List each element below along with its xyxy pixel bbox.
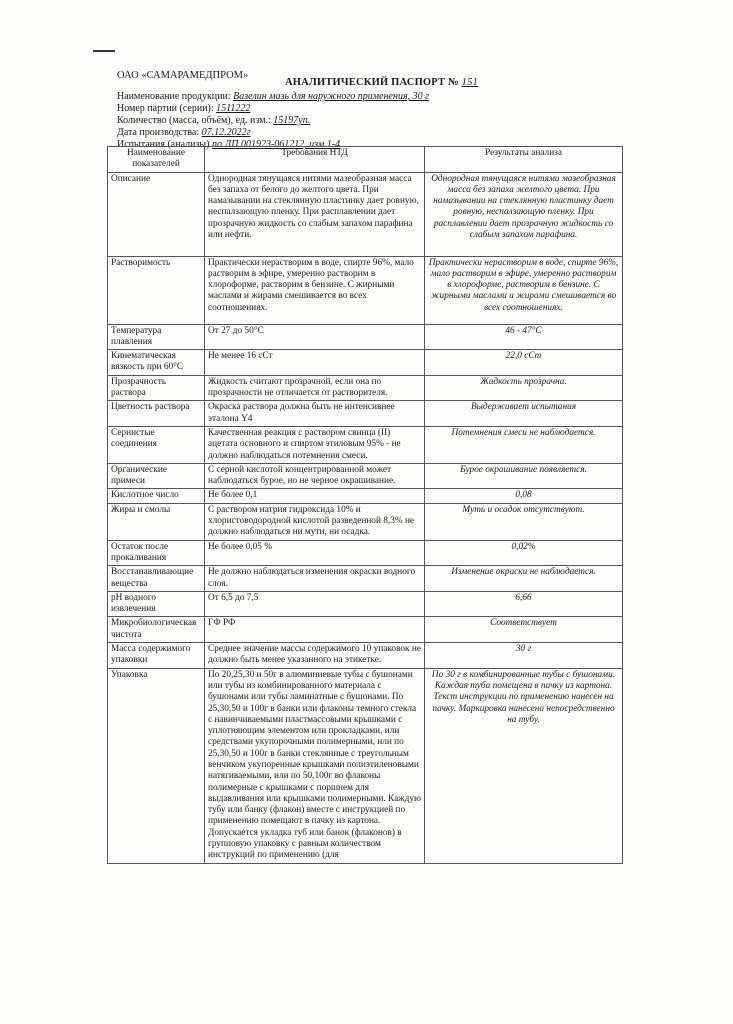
document-title — [285, 77, 478, 88]
table-header-row — [108, 147, 623, 173]
meta-label: Наименование продукции: — [117, 91, 231, 102]
row-result: Потемнения смеси не наблюдается. — [425, 426, 623, 463]
row-requirement: Не более 0,05 % — [205, 540, 425, 566]
row-requirement: От 6,5 до 7,5 — [205, 591, 425, 617]
row-parameter: Растворимость — [108, 256, 205, 324]
row-requirement: Не более 0,1 — [205, 489, 425, 503]
row-result: Жидкость прозрачна. — [425, 375, 623, 401]
row-requirement: Не должно наблюдаться изменения окраски водного слоя. — [205, 566, 425, 592]
row-parameter: Упаковка — [108, 668, 205, 863]
row-parameter: Остаток после прокаливания — [108, 540, 205, 566]
table-row — [108, 401, 623, 427]
row-result: 0,08 — [425, 489, 623, 503]
row-result: 30 г — [425, 643, 623, 669]
table-row — [108, 463, 623, 489]
row-parameter: Восстанавливающие вещества — [108, 566, 205, 592]
row-parameter: Органические примеси — [108, 463, 205, 489]
meta-label: Номер партии (серии): — [117, 103, 214, 114]
title-number: 151 — [461, 77, 479, 88]
meta-batch — [117, 103, 250, 115]
header-results: Результаты анализа — [425, 147, 623, 173]
row-result: 0,02% — [425, 540, 623, 566]
row-requirement: От 27 до 50°С — [205, 324, 425, 350]
meta-label: Количество (масса, объём), ед. изм.: — [117, 115, 271, 126]
row-requirement: С серной кислотой концентрированной может наблюдаться бурое, но не черное окрашивание. — [205, 463, 425, 489]
table-row — [108, 489, 623, 503]
title-prefix: АНАЛИТИЧЕСКИЙ ПАСПОРТ № — [285, 77, 459, 88]
meta-value: по ЛП 001923-061212, изм.1-4 — [211, 139, 341, 150]
table-row — [108, 643, 623, 669]
meta-value: 15197уп. — [273, 115, 311, 126]
row-requirement: Не менее 16 сСт — [205, 350, 425, 376]
row-requirement: Жидкость считают прозрачной, если она по прозрачности не отличается от растворителя. — [205, 375, 425, 401]
row-requirement: ГФ РФ — [205, 617, 425, 643]
meta-value: 07.12.2022г — [201, 127, 251, 138]
meta-label: Дата производства: — [117, 127, 200, 138]
row-parameter: Масса содержимого упаковки — [108, 643, 205, 669]
row-result: Бурое окрашивание появляется. — [425, 463, 623, 489]
row-parameter: Цветность раствора — [108, 401, 205, 427]
row-parameter: Прозрачность раствора — [108, 375, 205, 401]
row-result: 6,66 — [425, 591, 623, 617]
row-result: 46 - 47°С — [425, 324, 623, 350]
table-row — [108, 668, 623, 863]
row-parameter: Сернистые соединения — [108, 426, 205, 463]
table-row — [108, 617, 623, 643]
meta-value: 1511222 — [216, 103, 251, 114]
row-parameter: Микробиологическая чистота — [108, 617, 205, 643]
analysis-table — [107, 146, 623, 864]
table-row — [108, 591, 623, 617]
row-requirement: С раствором натрия гидроксида 10% и хлористоводородной кислотой разведенной 8,3% не должно наблюдаться ни мути, ни осадка. — [205, 503, 425, 540]
table-row — [108, 172, 623, 256]
row-parameter: Кислотное число — [108, 489, 205, 503]
row-parameter: Описание — [108, 172, 205, 256]
table-row — [108, 350, 623, 376]
table-row — [108, 256, 623, 324]
meta-label: Испытания (анализы) — [117, 139, 210, 150]
pen-mark — [93, 50, 115, 52]
row-result: Однородная тянущаяся нитями мазеобразная масса без запаха желтого цвета. При намазывании на стеклянную пластинку дает ровную, неспалзающую пленку. При расплавлении дает прозрачную жидкость со слабым запахом парафина. — [425, 172, 623, 256]
meta-quantity — [117, 115, 310, 127]
header-parameter: Наименование показателей — [108, 147, 205, 173]
table-row — [108, 566, 623, 592]
row-requirement: Однородная тянущаяся нитями мазеобразная масса без запаха от белого до желтого цвета. При намазывании на стеклянную пластинку дает ровную, неспалзающую пленку. При расплавлении дает прозрачную жидкость со слабым запахом парафина или нефти. — [205, 172, 425, 256]
row-requirement: Практически нерастворим в воде, спирте 96%, мало растворим в эфире, умеренно растворим в хлороформе, растворим в бензине. С жирными маслами и жирами смешивается во всех соотношениях. — [205, 256, 425, 324]
row-parameter: Жиры и смолы — [108, 503, 205, 540]
row-requirement: Качественная реакция с раствором свинца (II) ацетата основного и спиртом этиловым 95% - не должно наблюдаться потемнения смеси. — [205, 426, 425, 463]
row-requirement: По 20,25,30 и 50г в алюминиевые тубы с бушонами или тубы из комбинированного материала с бушонами или тубы ламинатные с бушонами. По 25,30,50 и 100г в банки или флаконы темного стекла с навинчиваемыми пластмассовыми крышками с уплотняющим элементом или прокладками, или средствами укупорочными полимерными, или по 25,30,50 и 100г в банки стеклянные с треугольным венчиком укупоренные крышками полиэтиленовыми натягиваемыми, или по 50,100г во флаконы полимерные с крышками с поршнем для выдавливания или крышками полимерными. Каждую тубу или банку (флакон) вместе с инструкцией по применению помещают в пачку из картона. Допускается укладка туб или банок (флаконов) в групповую упаковку с равным количеством инструкций по применению (для — [205, 668, 425, 863]
row-requirement: Среднее значение массы содержимого 10 упаковок не должно быть менее указанного на этикетке. — [205, 643, 425, 669]
row-result: Муть и осадок отсутствуют. — [425, 503, 623, 540]
row-result: По 30 г в комбинированные тубы с бушонами. Каждая туба помещена в пачку из картона. Текст инструкции по применению нанесен на пачку. Маркировка нанесена непосредственно на тубу. — [425, 668, 623, 863]
row-result: 22,0 сСт — [425, 350, 623, 376]
row-parameter: Кинематическая вязкость при 60°С — [108, 350, 205, 376]
row-result: Выдерживает испытания — [425, 401, 623, 427]
table-row — [108, 375, 623, 401]
table-row — [108, 540, 623, 566]
meta-value: Вазелин мазь для наружного применения, 30 г — [233, 91, 429, 102]
organization-name: ОАО «САМАРАМЕДПРОМ» — [117, 70, 249, 81]
row-parameter: Температура плавления — [108, 324, 205, 350]
row-result: Соответствует — [425, 617, 623, 643]
row-result: Практически нерастворим в воде, спирте 96%, мало растворим в эфире, умеренно растворим в хлороформе, растворим в бензине. С жирными маслами и жирами смешивается во всех соотношениях. — [425, 256, 623, 324]
row-requirement: Окраска раствора должна быть не интенсивнее эталона Y4 — [205, 401, 425, 427]
meta-production-date — [117, 127, 251, 139]
row-result: Изменение окраски не наблюдается. — [425, 566, 623, 592]
table-row — [108, 426, 623, 463]
meta-product — [117, 91, 429, 103]
row-parameter: pH водного извлечения — [108, 591, 205, 617]
table-row — [108, 324, 623, 350]
table-row — [108, 503, 623, 540]
header-requirements: Требования НТД — [205, 147, 425, 173]
